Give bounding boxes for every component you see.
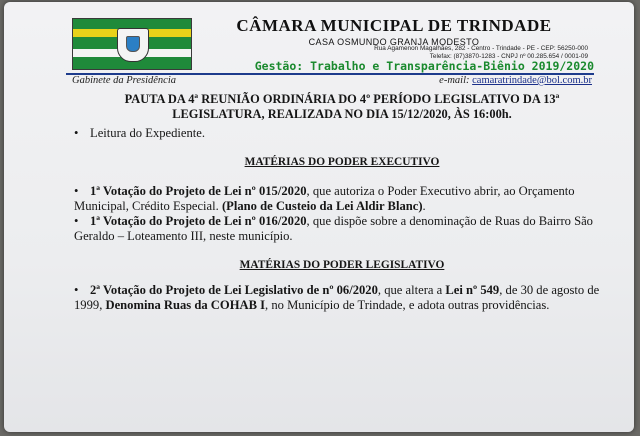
item-2-lead: 1ª Votação do Projeto de Lei nº 016/2020 — [90, 214, 307, 228]
executivo-heading: MATÉRIAS DO PODER EXECUTIVO — [244, 156, 440, 168]
municipal-flag-logo — [72, 18, 192, 70]
address-line: Rua Agamenon Magalhães, 282 - Centro - Trindade - PE - CEP: 56250-000 — [374, 45, 588, 52]
expediente-text: Leitura do Expediente. — [90, 126, 206, 140]
legislativo-item — [74, 283, 610, 313]
legislativo-heading: MATÉRIAS DO PODER LEGISLATIVO — [239, 259, 445, 271]
item-1-lead: 1ª Votação do Projeto de Lei nº 015/2020 — [90, 184, 307, 198]
item-1-tail: (Plano de Custeio da Lei Aldir Blanc) — [221, 199, 423, 213]
item-1-text: , que autoriza o Poder Executivo abrir, ao Orçamento Municipal, Crédito Especial. — [74, 184, 575, 213]
crest-shield-icon — [126, 36, 140, 52]
document-sheet — [4, 2, 634, 432]
bullet-icon: • — [74, 283, 79, 297]
pauta-line-1: PAUTA DA 4ª REUNIÃO ORDINÁRIA DO 4º PERÍODO LEGISLATIVO DA 13ª — [124, 92, 560, 106]
email-link[interactable]: camaratrindade@bol.com.br — [472, 75, 592, 86]
document-body — [74, 92, 610, 313]
leg-item-lead: 2ª Votação do Projeto de Lei Legislativo de nº 06/2020 — [90, 283, 378, 297]
item-2-text: , que dispõe sobre a denominação de Ruas do Bairro São Geraldo – Loteamento III, neste município. — [74, 214, 593, 243]
institution-title: CÂMARA MUNICIPAL DE TRINDADE — [236, 16, 552, 35]
letterhead — [194, 16, 594, 47]
bullet-icon: • — [74, 126, 79, 140]
pauta-line-2: LEGISLATURA, REALIZADA NO DIA 15/12/2020, ÀS 16:00h. — [172, 107, 512, 121]
bullet-icon: • — [74, 214, 79, 228]
institution-subtitle: CASA OSMUNDO GRANJA MODESTO — [308, 37, 480, 47]
email-label: e-mail: — [439, 75, 470, 86]
crest-icon — [117, 28, 149, 62]
gabinete-label: Gabinete da Presidência — [72, 75, 177, 86]
executivo-item-2 — [74, 214, 610, 244]
leg-item-denomina: Denomina Ruas da COHAB I — [105, 298, 266, 312]
leg-item-text-1: , que altera a — [377, 283, 446, 297]
bullet-icon: • — [74, 184, 79, 198]
gestao-slogan: Gestão: Trabalho e Transparência-Biênio 2019/2020 — [254, 59, 594, 73]
phone-line: Telefax: (87)3870-1283 - CNPJ nº 00.285.654 / 0001-09 — [429, 53, 588, 60]
leg-item-text-2: , de 30 de agosto de 1999, — [74, 283, 600, 312]
pauta-heading — [74, 92, 610, 122]
email-line — [404, 75, 592, 86]
executivo-item-1 — [74, 184, 610, 214]
expediente-item — [74, 126, 610, 141]
leg-item-lei: Lei nº 549 — [445, 283, 500, 297]
leg-item-text-3: , no Município de Trindade, e adota outras providências. — [265, 298, 550, 312]
item-1-end: . — [422, 199, 426, 213]
